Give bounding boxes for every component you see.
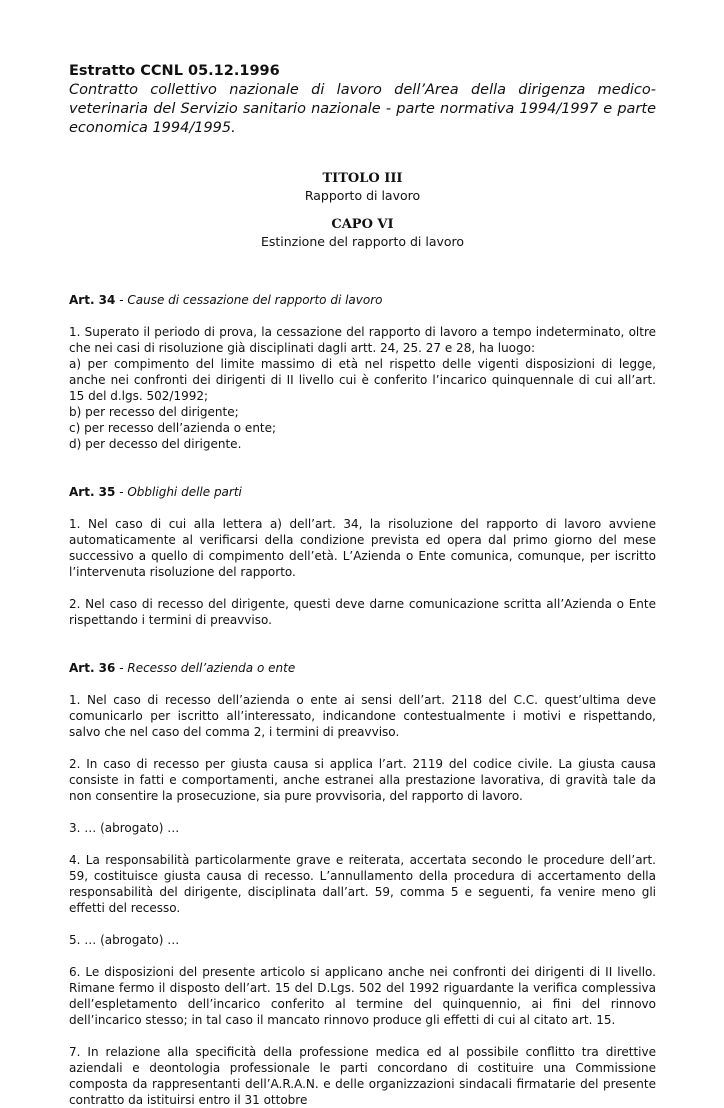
article-separator: - [115, 661, 128, 675]
titolo-label: TITOLO III [322, 171, 403, 186]
document-body [69, 62, 656, 1108]
paragraph: 5. … (abrogato) … [69, 933, 180, 947]
paragraph: 2. Nel caso di recesso del dirigente, questi deve darne comunicazione scritta all’Azienda o Ente rispettando i termini di preavviso. [69, 597, 656, 627]
titolo-block [69, 170, 656, 204]
paragraph: 1. Nel caso di recesso dell’azienda o ente ai sensi dell’art. 2118 del C.C. quest’ultima deve comunicarlo per iscritto all’interessato, indicandone contestualmente i motivi e rispettando, salvo che nel caso del comma 2, i termini di preavviso. [69, 693, 656, 739]
capo-name: Estinzione del rapporto di lavoro [260, 234, 465, 249]
article-title: Obblighi delle parti [127, 485, 242, 499]
capo-label: CAPO VI [331, 217, 394, 232]
article-separator: - [115, 293, 128, 307]
paragraph: 6. Le disposizioni del presente articolo si applicano anche nei confronti dei dirigenti di II livello. Rimane fermo il disposto dell’art. 15 del D.Lgs. 502 del 1992 riguardante la verifica complessiva dell’espletamento dell’incarico conferito al termine del quinquennio, ai fini del rinnovo dell’incarico stesso; in tal caso il mancato rinnovo produce gli effetti di cui al citato art. 15. [69, 965, 656, 1027]
titolo-name: Rapporto di lavoro [304, 188, 421, 203]
paragraph: 3. … (abrogato) … [69, 821, 180, 835]
document-subtitle: Contratto collettivo nazionale di lavoro dell’Area della dirigenza medico-veterinaria del Servizio sanitario nazionale - parte normativa 1994/1997 e parte economica 1994/1995. [69, 82, 656, 136]
article-number: Art. 36 [69, 661, 116, 675]
paragraph: 4. La responsabilità particolarmente grave e reiterata, accertata secondo le procedure dell’art. 59, costituisce giusta causa di recesso. L’annullamento della procedura di accertamento della responsabilità del dirigente, disciplinata dall’art. 59, comma 5 e seguenti, fa venire meno gli effetti del recesso. [69, 853, 656, 915]
list-item: a) per compimento del limite massimo di età nel rispetto delle vigenti disposizioni di legge, anche nei confronti dei dirigenti di II livello cui è conferito l’incarico quinquennale di cui all’art. 15 del d.lgs. 502/1992; [69, 357, 656, 403]
article-heading [69, 292, 656, 308]
capo-block [69, 216, 656, 250]
paragraph: 2. In caso di recesso per giusta causa si applica l’art. 2119 del codice civile. La giusta causa consiste in fatti e comportamenti, anche estranei alla prestazione lavorativa, di gravità tale da non consentire la prosecuzione, sia pure provvisoria, del rapporto di lavoro. [69, 757, 656, 803]
article-number: Art. 34 [69, 293, 116, 307]
article-title: Recesso dell’azienda o ente [127, 661, 296, 675]
article-heading [69, 484, 656, 500]
document-title: Estratto CCNL 05.12.1996 [69, 63, 280, 79]
paragraph: 7. In relazione alla specificità della professione medica ed al possibile conflitto tra direttive aziendali e deontologia professionale le parti concordano di costituire una Commissione composta da rappresentanti dell’A.R.A.N. e delle organizzazioni sindacali firmatarie del presente contratto da istituirsi entro il 31 ottobre [69, 1045, 656, 1107]
list-item: b) per recesso del dirigente; [69, 405, 239, 419]
paragraph: 1. Superato il periodo di prova, la cessazione del rapporto di lavoro a tempo indeterminato, oltre che nei casi di risoluzione già disciplinati dagli artt. 24, 25. 27 e 28, ha luogo: [69, 325, 656, 355]
paragraph: 1. Nel caso di cui alla lettera a) dell’art. 34, la risoluzione del rapporto di lavoro avviene automaticamente al verificarsi della condizione prevista ed opera dal primo giorno del mese successivo a quello di compimento dell’età. L’Azienda o Ente comunica, comunque, per iscritto l’intervenuta risoluzione del rapporto. [69, 517, 656, 579]
list-item: c) per recesso dell’azienda o ente; [69, 421, 277, 435]
list-item: d) per decesso del dirigente. [69, 437, 242, 451]
article-heading [69, 660, 656, 676]
article-title: Cause di cessazione del rapporto di lavoro [127, 293, 383, 307]
article-separator: - [115, 485, 128, 499]
article-number: Art. 35 [69, 485, 116, 499]
